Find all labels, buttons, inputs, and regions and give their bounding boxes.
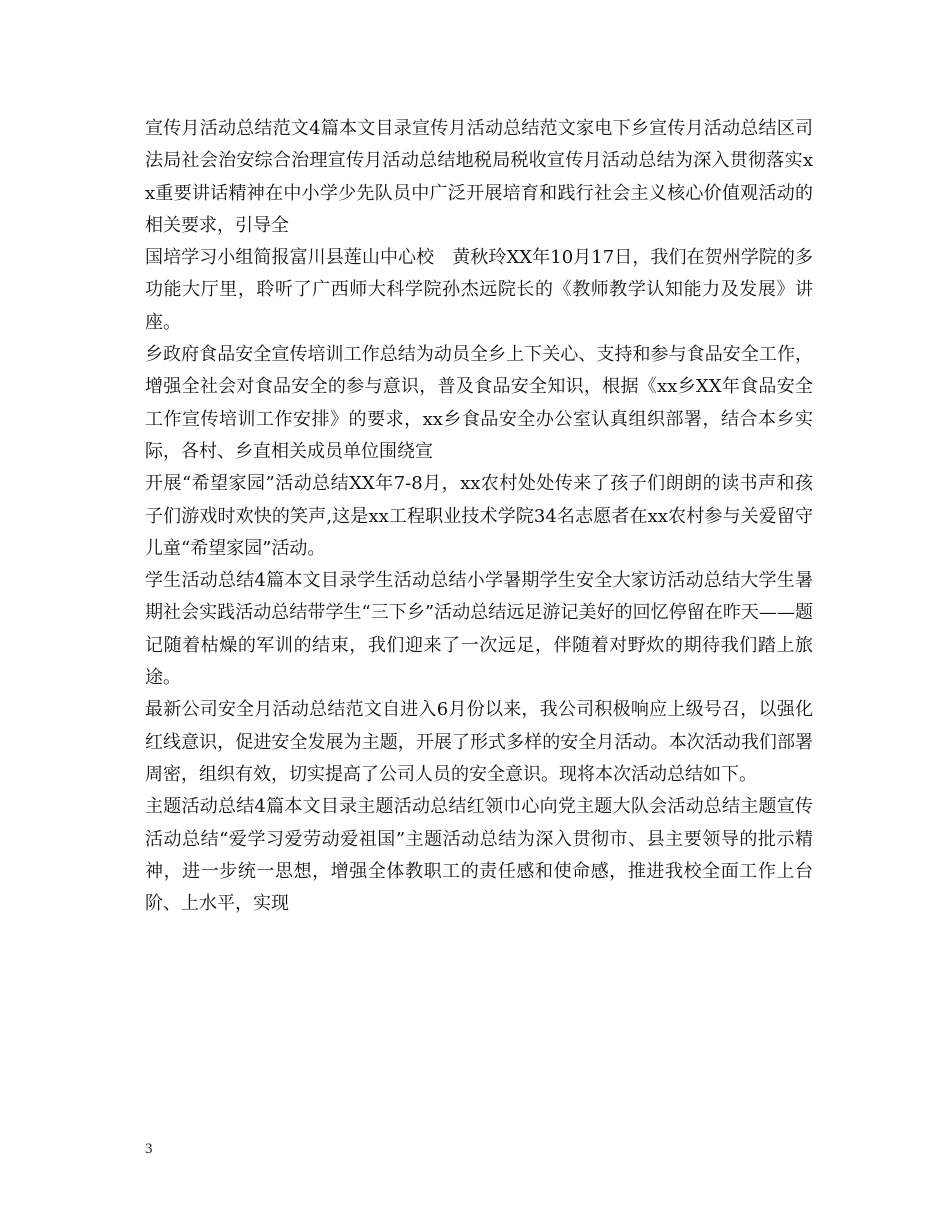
paragraph-7: 主题活动总结4篇本文目录主题活动总结红领巾心向党主题大队会活动总结主题宣传活动总结“爱学习爱劳动爱祖国”主题活动总结为深入贯彻市、县主要领导的批示精神，进一步统一思想，增强全体教职工的责任感和使命感，推进我校全面工作上台阶、上水平，实现 (145, 796, 813, 915)
paragraph-3: 乡政府食品安全宣传培训工作总结为动员全乡上下关心、支持和参与食品安全工作，增强全社会对食品安全的参与意识，普及食品安全知识，根据《xx乡XX年食品安全工作宣传培训工作安排》的要求，xx乡食品安全办公室认真组织部署，结合本乡实际，各村、乡直相关成员单位围绕宣 (145, 344, 813, 462)
paragraph-5: 学生活动总结4篇本文目录学生活动总结小学暑期学生安全大家访活动总结大学生暑期社会实践活动总结带学生“三下乡”活动总结远足游记美好的回忆停留在昨天——题记随着枯燥的军训的结束，我们迎来了一次远足，伴随着对野炊的期待我们踏上旅途。 (145, 570, 813, 689)
paragraph-2: 国培学习小组简报富川县莲山中心校 黄秋玲XX年10月17日，我们在贺州学院的多功能大厅里，聆听了广西师大科学院孙杰远院长的《教师教学认知能力及发展》讲座。 (145, 247, 813, 333)
paragraph-6: 最新公司安全月活动总结范文自进入6月份以来，我公司积极响应上级号召，以强化红线意识，促进安全发展为主题，开展了形式多样的安全月活动。本次活动我们部署周密，组织有效，切实提高了公司人员的安全意识。现将本次活动总结如下。 (145, 699, 813, 785)
paragraph-1: 宣传月活动总结范文4篇本文目录宣传月活动总结范文家电下乡宣传月活动总结区司法局社会治安综合治理宣传月活动总结地税局税收宣传月活动总结为深入贯彻落实xx重要讲话精神在中小学少先队员中广泛开展培育和践行社会主义核心价值观活动的相关要求，引导全 (145, 118, 813, 236)
document-body (145, 113, 813, 920)
page-number: 3 (145, 1141, 153, 1157)
paragraph-4: 开展“希望家园”活动总结XX年7-8月，xx农村处处传来了孩子们朗朗的读书声和孩子们游戏时欢快的笑声,这是xx工程职业技术学院34名志愿者在xx农村参与关爱留守儿童“希望家园”活动。 (145, 473, 813, 559)
